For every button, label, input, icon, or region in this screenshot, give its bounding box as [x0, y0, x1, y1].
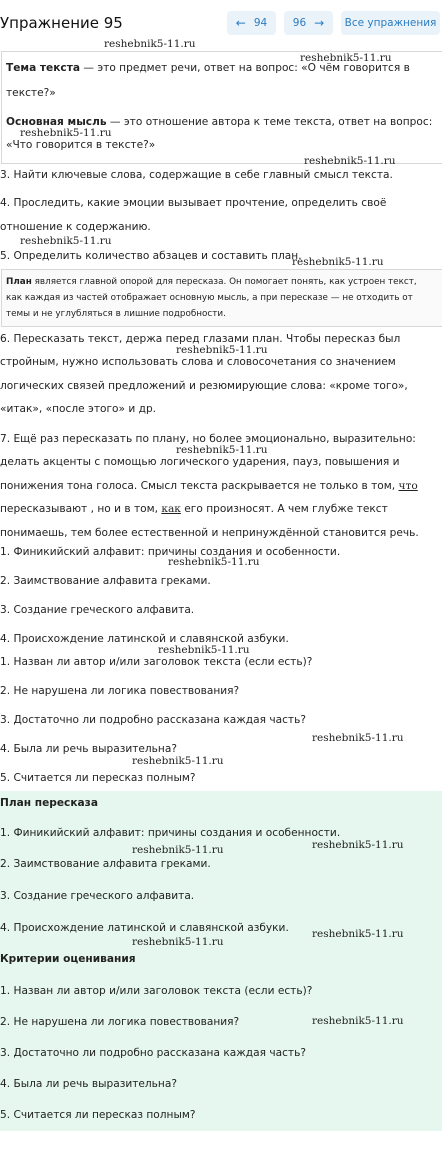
arrow-right-icon: →: [314, 16, 325, 30]
plan-note-line3: темы и не углубляться в лишние подробности.: [6, 309, 226, 319]
list-item: 3. Достаточно ли подробно рассказана каждая часть?: [0, 714, 306, 726]
watermark: reshebnik5-11.ru: [158, 644, 250, 656]
plan-note-text: является главной опорой для пересказа. Он помогает понять, как устроен текст,: [31, 277, 417, 287]
list-item: 4. Происхождение латинской и славянской азбуки.: [0, 633, 289, 645]
step-7-line4-text-b: его произносят. А чем глубже текст: [180, 503, 388, 515]
watermark: reshebnik5-11.ru: [300, 52, 392, 64]
list-item: 4. Происхождение латинской и славянской азбуки.: [0, 922, 289, 934]
list-item: 3. Создание греческого алфавита.: [0, 890, 195, 902]
plan-note-line1: [6, 274, 417, 291]
step-6-line2: стройным, нужно использовать слова и словосочетания со значением: [0, 356, 396, 368]
watermark: reshebnik5-11.ru: [20, 235, 112, 247]
step-5: 5. Определить количество абзацев и составить план.: [0, 250, 302, 262]
criteria-heading: Критерии оценивания: [0, 953, 136, 965]
watermark: reshebnik5-11.ru: [20, 127, 112, 139]
step-7-line5: понимаешь, тем более естественной и непринуждённой становится речь.: [0, 527, 419, 539]
definitions-box: [1, 51, 442, 164]
arrow-left-icon: ←: [235, 16, 246, 30]
step-4-line2: отношение к содержанию.: [0, 221, 151, 233]
step-6-line1: 6. Пересказать текст, держа перед глазами план. Чтобы пересказ был: [0, 333, 401, 345]
plan-term: План: [6, 277, 32, 287]
all-exercises-label: Все упражнения: [344, 17, 437, 29]
step-7-line4: [0, 503, 388, 515]
prev-exercise-label: 94: [253, 17, 268, 29]
watermark: reshebnik5-11.ru: [312, 1015, 404, 1027]
next-exercise-button[interactable]: [284, 11, 333, 35]
step-6-line3: логических связей предложений и резюмирующие слова: «кроме того»,: [0, 380, 408, 392]
plan-note-line2: как каждая из частей отображает основную мысль, а при пересказе — не отходить от: [6, 293, 413, 303]
list-item: 3. Достаточно ли подробно рассказана каждая часть?: [0, 1047, 306, 1059]
step-7-line4-text-a: пересказывают , но и в том,: [0, 503, 162, 515]
all-exercises-button[interactable]: [341, 11, 440, 35]
step-7-line3-text: понижения тона голоса. Смысл текста раскрывается не только в том,: [0, 480, 399, 492]
idea-term: Основная мысль: [6, 116, 107, 128]
watermark: reshebnik5-11.ru: [312, 732, 404, 744]
watermark: reshebnik5-11.ru: [132, 844, 224, 856]
list-item: 2. Не нарушена ли логика повествования?: [0, 1016, 240, 1028]
watermark: reshebnik5-11.ru: [132, 936, 224, 948]
step-4-line1: 4. Проследить, какие эмоции вызывает прочтение, определить своё: [0, 197, 387, 209]
list-item: 2. Не нарушена ли логика повествования?: [0, 685, 240, 697]
emphasis-what: что: [398, 480, 418, 492]
step-3: 3. Найти ключевые слова, содержащие в себе главный смысл текста.: [0, 169, 393, 181]
idea-definition-line2: «Что говорится в тексте?»: [6, 139, 156, 151]
watermark: reshebnik5-11.ru: [176, 344, 268, 356]
list-item: 1. Назван ли автор и/или заголовок текста (если есть)?: [0, 656, 313, 668]
plan-heading: План пересказа: [0, 797, 98, 809]
list-item: 2. Заимствование алфавита греками.: [0, 575, 211, 587]
list-item: 1. Финикийский алфавит: причины создания и особенности.: [0, 546, 341, 558]
watermark: reshebnik5-11.ru: [132, 755, 224, 767]
next-exercise-label: 96: [292, 17, 307, 29]
step-7-line2: делать акценты с помощью логического ударения, пауз, повышения и: [0, 456, 400, 468]
list-item: 5. Считается ли пересказ полным?: [0, 1109, 196, 1121]
list-item: 1. Назван ли автор и/или заголовок текста (если есть)?: [0, 985, 313, 997]
theme-definition-text: — это предмет речи, ответ на вопрос: «О чём говорится в: [80, 62, 410, 74]
watermark: reshebnik5-11.ru: [312, 839, 404, 851]
watermark: reshebnik5-11.ru: [168, 556, 260, 568]
emphasis-how: как: [161, 503, 181, 515]
list-item: 2. Заимствование алфавита греками.: [0, 858, 211, 870]
list-item: 3. Создание греческого алфавита.: [0, 604, 195, 616]
list-item: 4. Была ли речь выразительна?: [0, 1078, 177, 1090]
list-item: 5. Считается ли пересказ полным?: [0, 772, 196, 784]
list-item: 1. Финикийский алфавит: причины создания и особенности.: [0, 827, 341, 839]
page-title: Упражнение 95: [0, 14, 123, 32]
watermark: reshebnik5-11.ru: [104, 38, 196, 50]
plan-note-box: [1, 269, 442, 327]
step-6-line4: «итак», «после этого» и др.: [0, 403, 157, 415]
theme-definition-line2: тексте?»: [6, 87, 56, 99]
idea-definition-text: — это отношение автора к теме текста, ответ на вопрос:: [106, 116, 433, 128]
page-header: [0, 8, 442, 38]
list-item: 4. Была ли речь выразительна?: [0, 743, 177, 755]
theme-term: Тема текста: [6, 62, 80, 74]
step-7-line1: 7. Ещё раз пересказать по плану, но более эмоционально, выразительно:: [0, 433, 416, 445]
step-7-line3: [0, 480, 418, 492]
watermark: reshebnik5-11.ru: [304, 155, 396, 167]
watermark: reshebnik5-11.ru: [292, 256, 384, 268]
watermark: reshebnik5-11.ru: [176, 444, 268, 456]
prev-exercise-button[interactable]: [227, 11, 276, 35]
watermark: reshebnik5-11.ru: [312, 928, 404, 940]
